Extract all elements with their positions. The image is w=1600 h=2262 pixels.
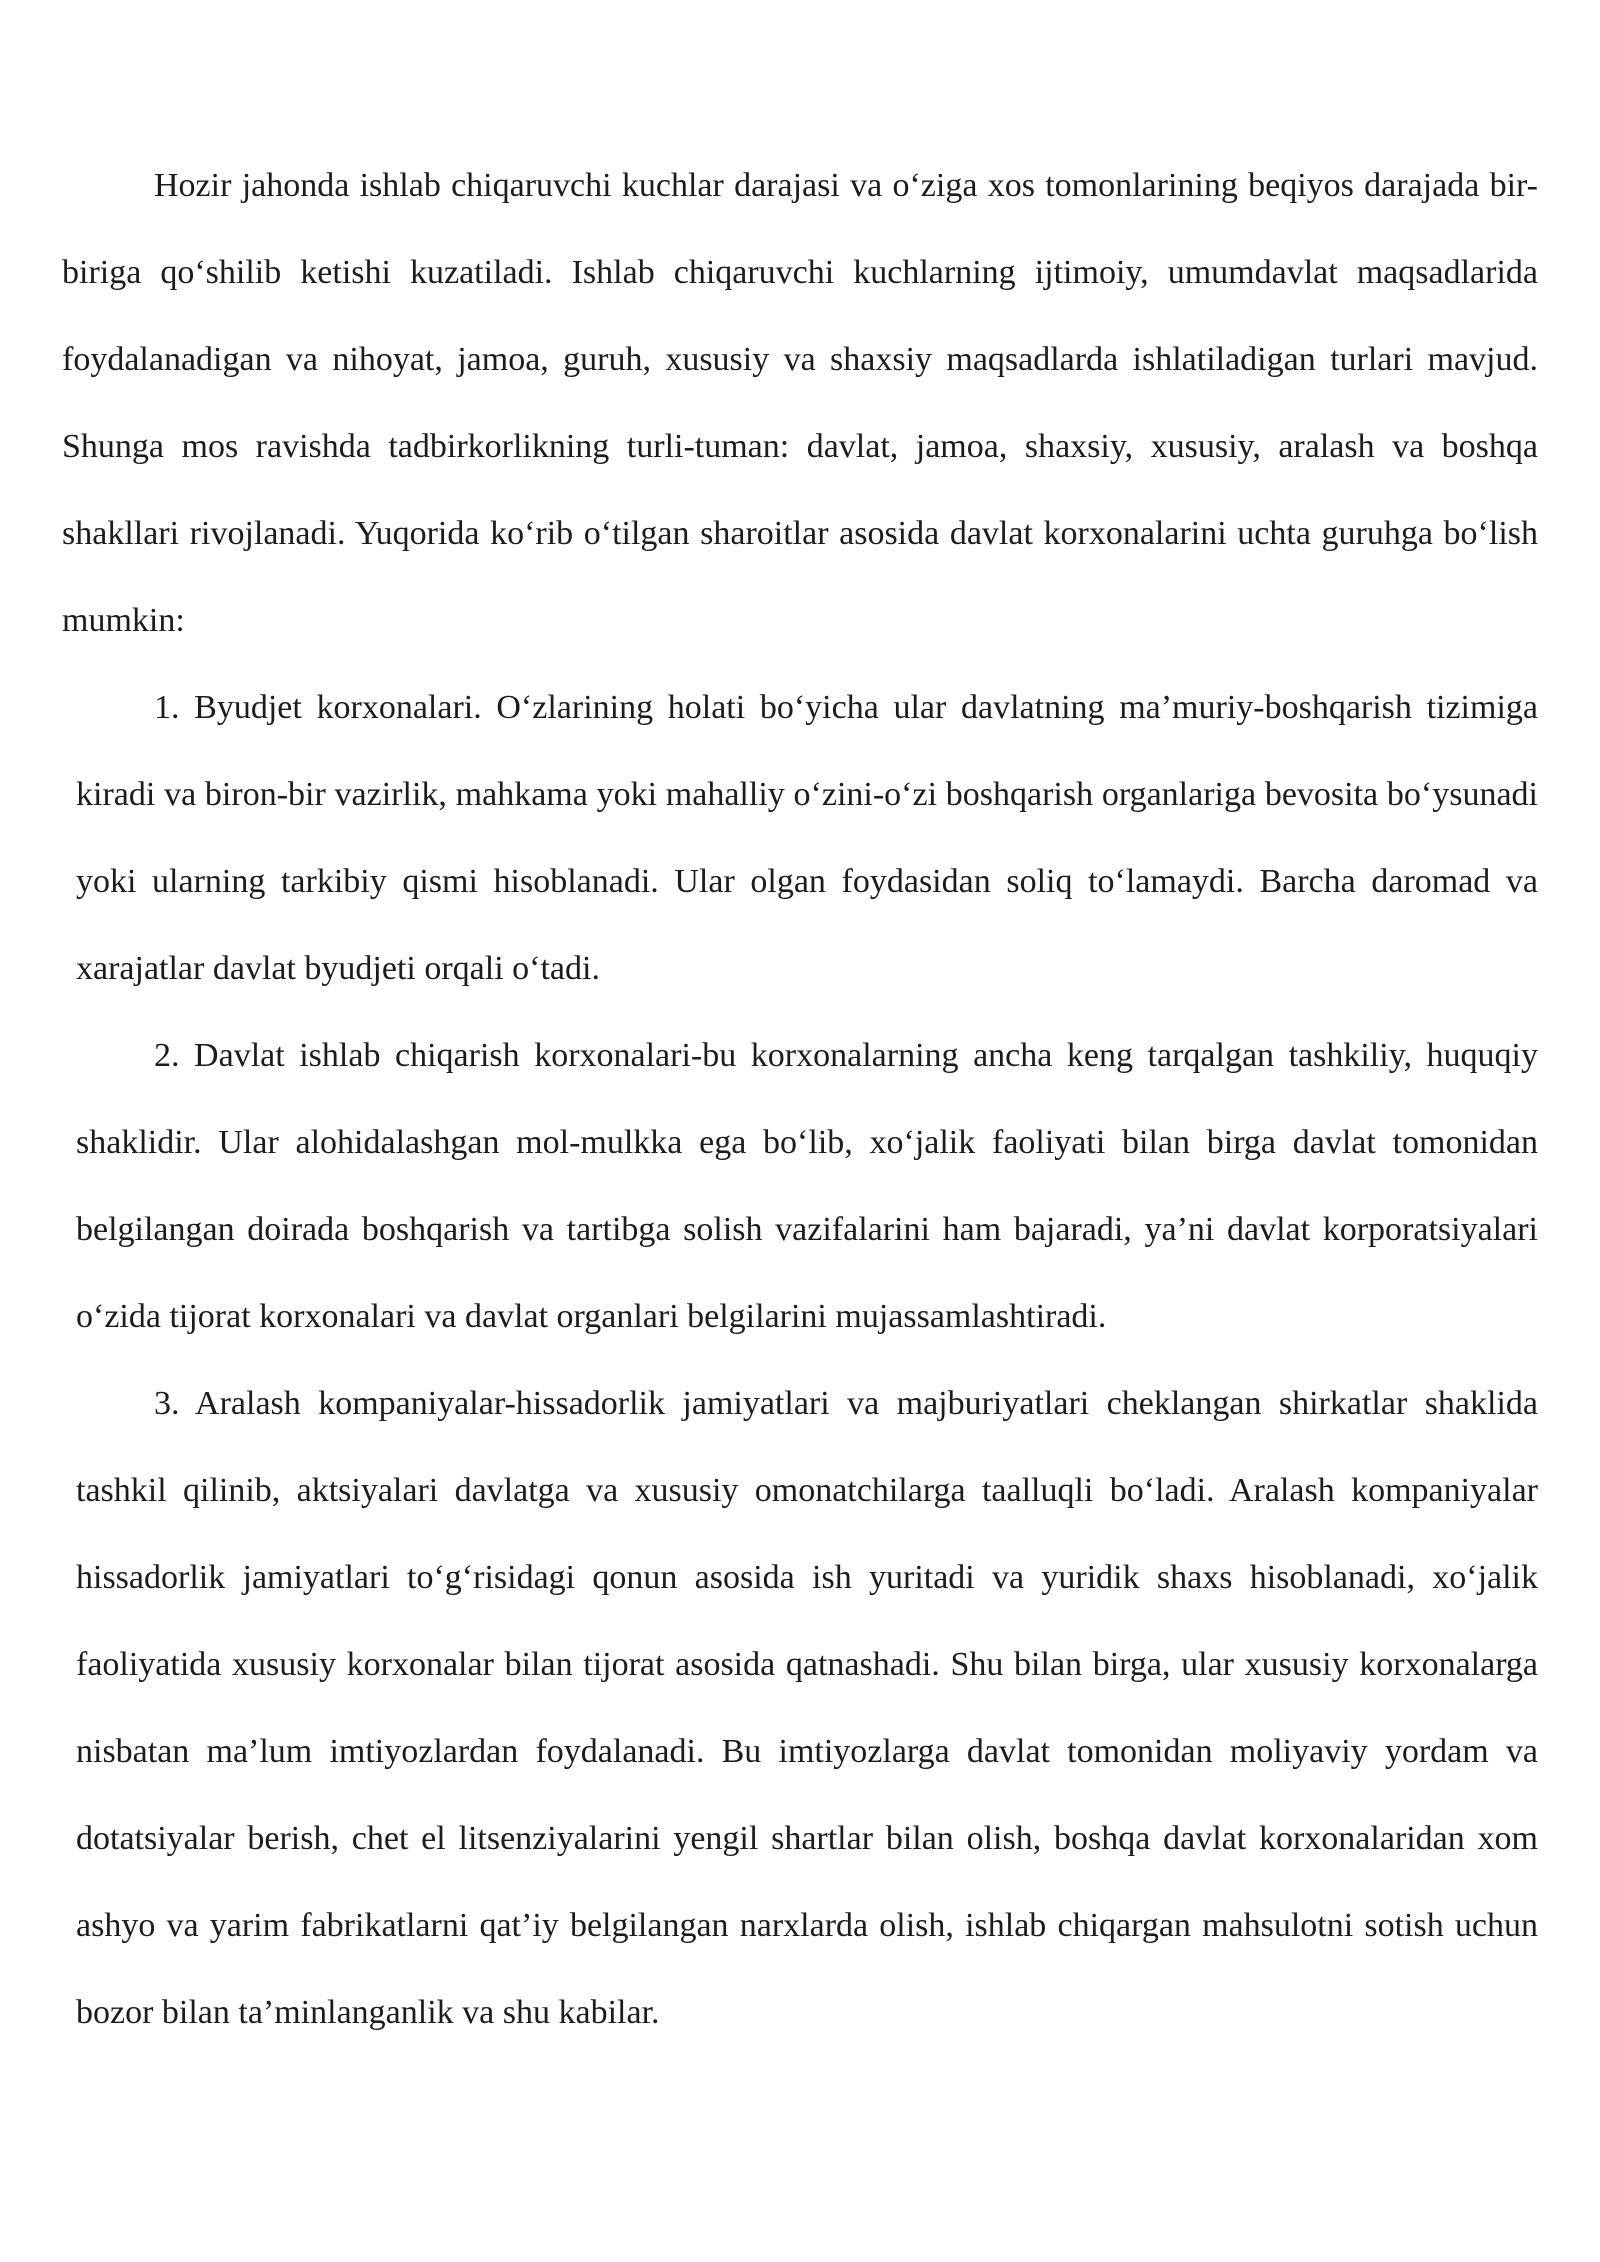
document-page [62, 142, 1538, 2056]
intro-paragraph: Hozir jahonda ishlab chiqaruvchi kuchlar darajasi va o‘ziga xos tomonlarining beqiyos darajada bir-biriga qo‘shilib ketishi kuzatiladi. Ishlab chiqaruvchi kuchlarning ijtimoiy, umumdavlat maqsadlarida foydalanadigan va nihoyat, jamoa, guruh, xususiy va shaxsiy maqsadlarda ishlatiladigan turlari mavjud. Shunga mos ravishda tadbirkorlikning turli-tuman: davlat, jamoa, shaxsiy, xususiy, aralash va boshqa shakllari rivojlanadi. Yuqorida ko‘rib o‘tilgan sharoitlar asosida davlat korxonalarini uchta guruhga bo‘lish mumkin: [62, 167, 1538, 639]
list-item-mixed-companies: 3. Aralash kompaniyalar-hissadorlik jamiyatlari va majburiyatlari cheklangan shirkatlar shaklida tashkil qilinib, aktsiyalari davlatga va xususiy omonatchilarga taalluqli bo‘ladi. Aralash kompaniyalar hissadorlik jamiyatlari to‘g‘risidagi qonun asosida ish yuritadi va yuridik shaxs hisoblanadi, xo‘jalik faoliyatida xususiy korxonalar bilan tijorat asosida qatnashadi. Shu bilan birga, ular xususiy korxonalarga nisbatan ma’lum imtiyozlardan foydalanadi. Bu imtiyozlarga davlat tomonidan moliyaviy yordam va dotatsiyalar berish, chet el litsenziyalarini yengil shartlar bilan olish, boshqa davlat korxonalaridan xom ashyo va yarim fabrikatlarni qat’iy belgilangan narxlarda olish, ishlab chiqargan mahsulotni sotish uchun bozor bilan ta’minlanganlik va shu kabilar. [76, 1385, 1538, 2031]
list-item-state-production-enterprises: 2. Davlat ishlab chiqarish korxonalari-bu korxonalarning ancha keng tarqalgan tashkiliy, huquqiy shaklidir. Ular alohidalashgan mol-mulkka ega bo‘lib, xo‘jalik faoliyati bilan birga davlat tomonidan belgilangan doirada boshqarish va tartibga solish vazifalarini ham bajaradi, ya’ni davlat korporatsiyalari o‘zida tijorat korxonalari va davlat organlari belgilarini mujassamlashtiradi. [76, 1037, 1538, 1335]
list-item-budget-enterprises: 1. Byudjet korxonalari. O‘zlarining holati bo‘yicha ular davlatning ma’muriy-boshqarish tizimiga kiradi va biron-bir vazirlik, mahkama yoki mahalliy o‘zini-o‘zi boshqarish organlariga bevosita bo‘ysunadi yoki ularning tarkibiy qismi hisoblanadi. Ular olgan foydasidan soliq to‘lamaydi. Barcha daromad va xarajatlar davlat byudjeti orqali o‘tadi. [76, 689, 1538, 987]
